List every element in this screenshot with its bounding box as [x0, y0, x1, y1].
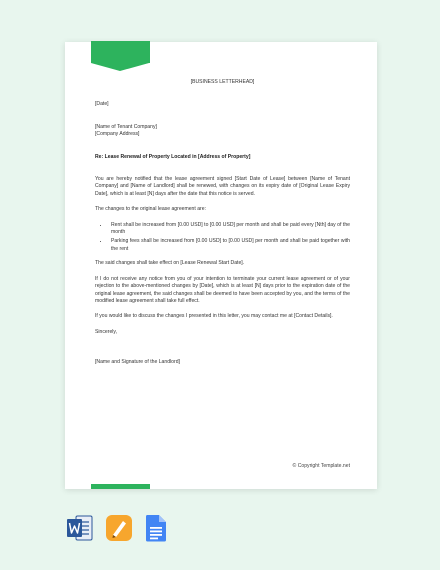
letterhead: [BUSINESS LETTERHEAD]	[190, 79, 255, 85]
paragraph-2: The changes to the original lease agreement are:	[95, 206, 207, 213]
word-icon[interactable]	[67, 514, 93, 547]
letter-date: [Date]	[95, 101, 109, 108]
paragraph-1: You are hereby notified that the lease agreement signed [Start Date of Lease] between [Name of Tenant Company] and [Name of Landlord] shall be renewed, with changes on its expiry date of [Original Lease Expiry Date], which is at least [N] days after the date that this notice is served.	[95, 176, 350, 197]
recipient-name: [Name of Tenant Company]	[95, 123, 157, 130]
list-item: • Parking fees shall be increased from [0.00 USD] to [0.00 USD] per month and shall be paid together with the rent	[109, 238, 350, 253]
signature-line: [Name and Signature of the Landlord]	[95, 359, 180, 366]
document-page	[65, 42, 377, 489]
google-docs-icon[interactable]	[145, 514, 167, 547]
changes-list	[95, 222, 350, 254]
paragraph-5: If you would like to discuss the changes I presented in this letter, you may contact me at [Contact Details].	[95, 313, 333, 320]
top-ribbon-tip	[91, 63, 149, 71]
letter-body	[95, 79, 350, 367]
paragraph-3: The said changes shall take effect on [Lease Renewal Start Date].	[95, 260, 245, 267]
paragraph-4: If I do not receive any notice from you of your intention to terminate your current lease agreement or of your rejection to the above-mentioned changes by [Date], which is at least [N] days prior to the expiration date of the original lease agreement, the said changes shall be deemed to have been accepted by you, and the terms of the modified lease agreement shall take full effect.	[95, 275, 350, 304]
pages-icon[interactable]	[105, 514, 133, 547]
list-item: • Rent shall be increased from [0.00 USD] to [0.00 USD] per month and shall be paid every [Nth] day of the month	[109, 222, 350, 237]
recipient-address: [Company Address]	[95, 131, 140, 138]
closing: Sincerely,	[95, 328, 117, 335]
top-ribbon	[91, 41, 150, 63]
subject-line: Re: Lease Renewal of Property Located in [Address of Property]	[95, 153, 251, 160]
bottom-accent-bar	[91, 484, 150, 489]
copyright-footer: © Copyright Template.net	[292, 463, 350, 469]
